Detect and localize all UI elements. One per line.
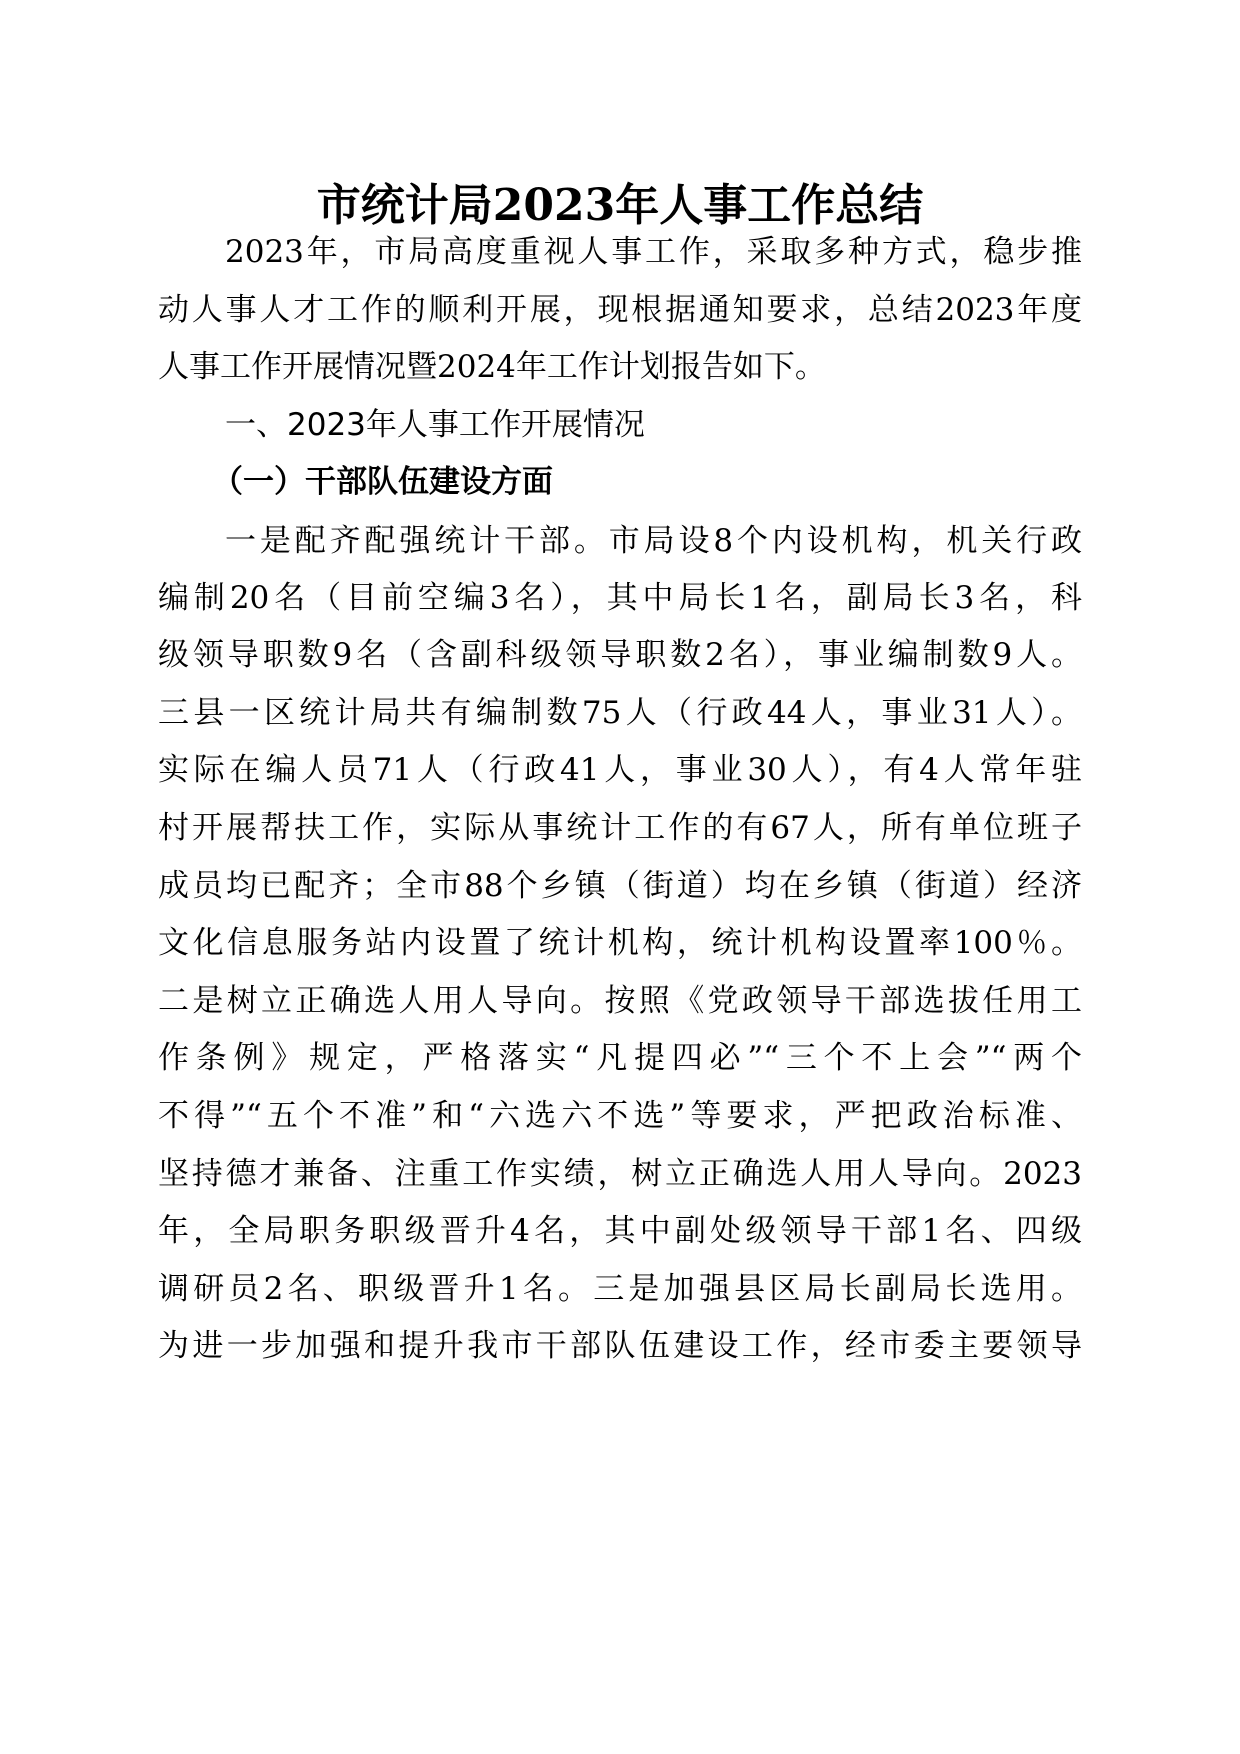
body-line: 动人事人才工作的顺利开展，现根据通知要求，总结2023年度 [158, 292, 1082, 328]
body-line: 级领导职数9名（含副科级领导职数2名），事业编制数9人。 [158, 637, 1082, 673]
body-line: 三县一区统计局共有编制数75人（行政44人，事业31人）。 [158, 695, 1082, 731]
body-line: 实际在编人员71人（行政41人，事业30人），有4人常年驻 [158, 752, 1082, 788]
body-line: 村开展帮扶工作，实际从事统计工作的有67人，所有单位班子 [158, 810, 1082, 846]
body-line: 年，全局职务职级晋升4名，其中副处级领导干部1名、四级 [158, 1213, 1082, 1249]
body-line: 人事工作开展情况暨2024年工作计划报告如下。 [158, 349, 826, 385]
body-line: 文化信息服务站内设置了统计机构，统计机构设置率100％。 [158, 925, 1082, 961]
body-line: 作条例》规定，严格落实“凡提四必”“三个不上会”“两个 [158, 1040, 1082, 1076]
body-line: 不得”“五个不准”和“六选六不选”等要求，严把政治标准、 [158, 1098, 1082, 1134]
body-line: 坚持德才兼备、注重工作实绩，树立正确选人用人导向。2023 [158, 1156, 1082, 1192]
body-line: 编制20名（目前空编3名），其中局长1名，副局长3名，科 [158, 580, 1082, 616]
body-line: 2023年，市局高度重视人事工作，采取多种方式，稳步推 [225, 234, 1082, 270]
section-heading: 一、2023年人事工作开展情况 [225, 407, 645, 443]
body-line: 为进一步加强和提升我市干部队伍建设工作，经市委主要领导 [158, 1328, 1082, 1364]
subsection-heading: （一）干部队伍建设方面 [212, 464, 553, 500]
body-line: 成员均已配齐；全市88个乡镇（街道）均在乡镇（街道）经济 [158, 868, 1082, 904]
document-title: 市统计局2023年人事工作总结 [316, 180, 924, 231]
body-line: 调研员2名、职级晋升1名。三是加强县区局长副局长选用。 [158, 1271, 1082, 1307]
body-line: 一是配齐配强统计干部。市局设8个内设机构，机关行政 [225, 523, 1082, 559]
body-line: 二是树立正确选人用人导向。按照《党政领导干部选拔任用工 [158, 983, 1082, 1019]
